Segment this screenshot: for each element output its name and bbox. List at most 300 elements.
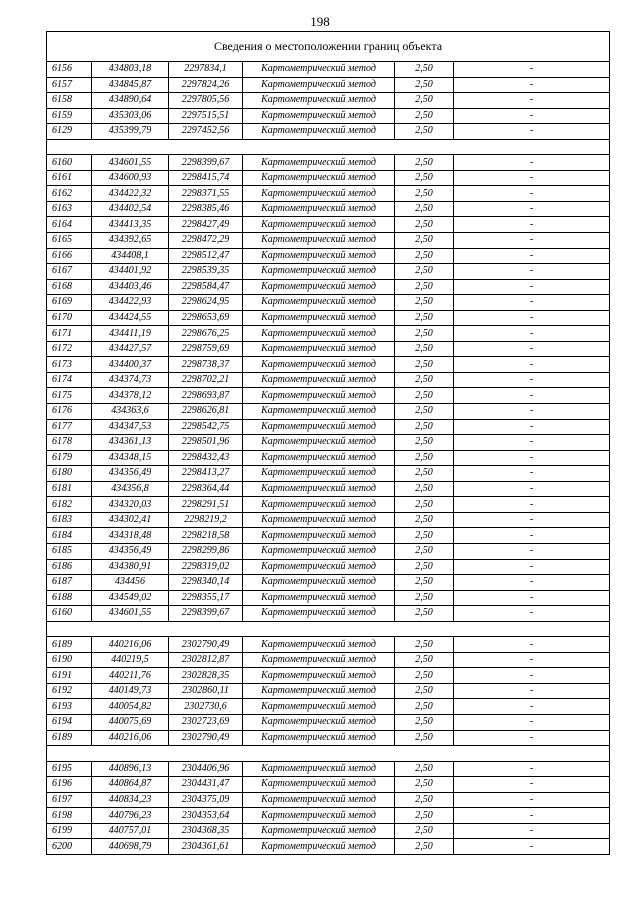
x-coordinate-cell: 440864,87 (92, 777, 169, 793)
table-row (47, 388, 610, 404)
x-coordinate-cell: 440075,69 (92, 714, 169, 730)
group-separator-row (47, 621, 610, 637)
point-number-cell: 6171 (47, 326, 92, 342)
y-coordinate-cell: 2298355,17 (169, 590, 243, 606)
accuracy-cell: 2,50 (395, 357, 454, 373)
point-number-cell: 6199 (47, 823, 92, 839)
group-separator-row (47, 746, 610, 762)
y-coordinate-cell: 2298542,75 (169, 419, 243, 435)
y-coordinate-cell: 2298385,46 (169, 201, 243, 217)
accuracy-cell: 2,50 (395, 264, 454, 280)
accuracy-cell: 2,50 (395, 606, 454, 622)
x-coordinate-cell: 434356,8 (92, 481, 169, 497)
y-coordinate-cell: 2298291,51 (169, 497, 243, 513)
table-row (47, 124, 610, 140)
x-coordinate-cell: 434424,55 (92, 310, 169, 326)
description-cell: - (454, 559, 610, 575)
method-cell: Картометрический метод (243, 466, 395, 482)
x-coordinate-cell: 434456 (92, 575, 169, 591)
x-coordinate-cell: 440216,06 (92, 637, 169, 653)
description-cell: - (454, 77, 610, 93)
method-cell: Картометрический метод (243, 792, 395, 808)
table-row (47, 761, 610, 777)
y-coordinate-cell: 2298399,67 (169, 606, 243, 622)
accuracy-cell: 2,50 (395, 652, 454, 668)
table-row (47, 248, 610, 264)
method-cell: Картометрический метод (243, 279, 395, 295)
table-row (47, 668, 610, 684)
y-coordinate-cell: 2302730,6 (169, 699, 243, 715)
table-row (47, 528, 610, 544)
y-coordinate-cell: 2304375,09 (169, 792, 243, 808)
description-cell: - (454, 124, 610, 140)
description-cell: - (454, 652, 610, 668)
point-number-cell: 6162 (47, 186, 92, 202)
description-cell: - (454, 575, 610, 591)
description-cell: - (454, 792, 610, 808)
method-cell: Картометрический метод (243, 652, 395, 668)
method-cell: Картометрический метод (243, 155, 395, 171)
y-coordinate-cell: 2297824,26 (169, 77, 243, 93)
point-number-cell: 6158 (47, 93, 92, 109)
point-number-cell: 6188 (47, 590, 92, 606)
description-cell: - (454, 357, 610, 373)
x-coordinate-cell: 434890,64 (92, 93, 169, 109)
x-coordinate-cell: 434320,03 (92, 497, 169, 513)
description-cell: - (454, 233, 610, 249)
x-coordinate-cell: 440216,06 (92, 730, 169, 746)
table-row (47, 730, 610, 746)
x-coordinate-cell: 440698,79 (92, 839, 169, 855)
method-cell: Картометрический метод (243, 357, 395, 373)
description-cell: - (454, 466, 610, 482)
description-cell: - (454, 512, 610, 528)
table-row (47, 155, 610, 171)
point-number-cell: 6159 (47, 108, 92, 124)
description-cell: - (454, 808, 610, 824)
y-coordinate-cell: 2298512,47 (169, 248, 243, 264)
method-cell: Картометрический метод (243, 699, 395, 715)
description-cell: - (454, 310, 610, 326)
accuracy-cell: 2,50 (395, 497, 454, 513)
description-cell: - (454, 93, 610, 109)
y-coordinate-cell: 2304361,61 (169, 839, 243, 855)
point-number-cell: 6173 (47, 357, 92, 373)
description-cell: - (454, 606, 610, 622)
y-coordinate-cell: 2298759,69 (169, 341, 243, 357)
method-cell: Картометрический метод (243, 62, 395, 78)
description-cell: - (454, 170, 610, 186)
description-cell: - (454, 637, 610, 653)
method-cell: Картометрический метод (243, 435, 395, 451)
table-row (47, 201, 610, 217)
description-cell: - (454, 155, 610, 171)
accuracy-cell: 2,50 (395, 435, 454, 451)
description-cell: - (454, 372, 610, 388)
y-coordinate-cell: 2298427,49 (169, 217, 243, 233)
accuracy-cell: 2,50 (395, 559, 454, 575)
point-number-cell: 6168 (47, 279, 92, 295)
accuracy-cell: 2,50 (395, 155, 454, 171)
y-coordinate-cell: 2297834,1 (169, 62, 243, 78)
x-coordinate-cell: 434380,91 (92, 559, 169, 575)
point-number-cell: 6192 (47, 683, 92, 699)
x-coordinate-cell: 434378,12 (92, 388, 169, 404)
x-coordinate-cell: 440834,23 (92, 792, 169, 808)
method-cell: Картометрический метод (243, 761, 395, 777)
accuracy-cell: 2,50 (395, 450, 454, 466)
x-coordinate-cell: 434374,73 (92, 372, 169, 388)
description-cell: - (454, 481, 610, 497)
accuracy-cell: 2,50 (395, 233, 454, 249)
y-coordinate-cell: 2297805,56 (169, 93, 243, 109)
accuracy-cell: 2,50 (395, 683, 454, 699)
accuracy-cell: 2,50 (395, 93, 454, 109)
table-row (47, 93, 610, 109)
description-cell: - (454, 543, 610, 559)
description-cell: - (454, 404, 610, 420)
table-row (47, 777, 610, 793)
method-cell: Картометрический метод (243, 201, 395, 217)
table-row (47, 606, 610, 622)
point-number-cell: 6182 (47, 497, 92, 513)
table-row (47, 543, 610, 559)
method-cell: Картометрический метод (243, 93, 395, 109)
method-cell: Картометрический метод (243, 637, 395, 653)
description-cell: - (454, 217, 610, 233)
accuracy-cell: 2,50 (395, 108, 454, 124)
y-coordinate-cell: 2298432,43 (169, 450, 243, 466)
table-row (47, 590, 610, 606)
x-coordinate-cell: 434549,02 (92, 590, 169, 606)
accuracy-cell: 2,50 (395, 714, 454, 730)
x-coordinate-cell: 434413,35 (92, 217, 169, 233)
x-coordinate-cell: 434601,55 (92, 606, 169, 622)
y-coordinate-cell: 2298340,14 (169, 575, 243, 591)
point-number-cell: 6191 (47, 668, 92, 684)
table-row (47, 823, 610, 839)
point-number-cell: 6181 (47, 481, 92, 497)
table-row (47, 575, 610, 591)
method-cell: Картометрический метод (243, 808, 395, 824)
point-number-cell: 6164 (47, 217, 92, 233)
point-number-cell: 6193 (47, 699, 92, 715)
description-cell: - (454, 668, 610, 684)
y-coordinate-cell: 2298219,2 (169, 512, 243, 528)
y-coordinate-cell: 2298364,44 (169, 481, 243, 497)
x-coordinate-cell: 434363,6 (92, 404, 169, 420)
accuracy-cell: 2,50 (395, 77, 454, 93)
table-row (47, 186, 610, 202)
table-row (47, 62, 610, 78)
point-number-cell: 6190 (47, 652, 92, 668)
point-number-cell: 6178 (47, 435, 92, 451)
table-row (47, 512, 610, 528)
table-row (47, 714, 610, 730)
method-cell: Картометрический метод (243, 248, 395, 264)
method-cell: Картометрический метод (243, 233, 395, 249)
accuracy-cell: 2,50 (395, 372, 454, 388)
accuracy-cell: 2,50 (395, 326, 454, 342)
method-cell: Картометрический метод (243, 341, 395, 357)
point-number-cell: 6185 (47, 543, 92, 559)
method-cell: Картометрический метод (243, 217, 395, 233)
y-coordinate-cell: 2298371,55 (169, 186, 243, 202)
point-number-cell: 6161 (47, 170, 92, 186)
y-coordinate-cell: 2298319,02 (169, 559, 243, 575)
method-cell: Картометрический метод (243, 404, 395, 420)
accuracy-cell: 2,50 (395, 528, 454, 544)
y-coordinate-cell: 2298539,35 (169, 264, 243, 280)
y-coordinate-cell: 2298693,87 (169, 388, 243, 404)
description-cell: - (454, 295, 610, 311)
x-coordinate-cell: 440219,5 (92, 652, 169, 668)
accuracy-cell: 2,50 (395, 466, 454, 482)
table-title-row (47, 32, 610, 62)
point-number-cell: 6170 (47, 310, 92, 326)
accuracy-cell: 2,50 (395, 777, 454, 793)
x-coordinate-cell: 434348,15 (92, 450, 169, 466)
x-coordinate-cell: 434400,37 (92, 357, 169, 373)
description-cell: - (454, 730, 610, 746)
x-coordinate-cell: 440796,23 (92, 808, 169, 824)
x-coordinate-cell: 434411,19 (92, 326, 169, 342)
accuracy-cell: 2,50 (395, 699, 454, 715)
accuracy-cell: 2,50 (395, 792, 454, 808)
method-cell: Картометрический метод (243, 668, 395, 684)
table-row (47, 233, 610, 249)
method-cell: Картометрический метод (243, 295, 395, 311)
method-cell: Картометрический метод (243, 310, 395, 326)
description-cell: - (454, 590, 610, 606)
description-cell: - (454, 62, 610, 78)
y-coordinate-cell: 2304368,35 (169, 823, 243, 839)
y-coordinate-cell: 2298299,86 (169, 543, 243, 559)
point-number-cell: 6166 (47, 248, 92, 264)
table-row (47, 372, 610, 388)
table-row (47, 559, 610, 575)
accuracy-cell: 2,50 (395, 248, 454, 264)
x-coordinate-cell: 440896,13 (92, 761, 169, 777)
y-coordinate-cell: 2302790,49 (169, 637, 243, 653)
x-coordinate-cell: 434392,65 (92, 233, 169, 249)
point-number-cell: 6174 (47, 372, 92, 388)
description-cell: - (454, 279, 610, 295)
y-coordinate-cell: 2298624,95 (169, 295, 243, 311)
point-number-cell: 6156 (47, 62, 92, 78)
point-number-cell: 6195 (47, 761, 92, 777)
table-row (47, 466, 610, 482)
accuracy-cell: 2,50 (395, 543, 454, 559)
y-coordinate-cell: 2298702,21 (169, 372, 243, 388)
x-coordinate-cell: 434427,57 (92, 341, 169, 357)
x-coordinate-cell: 434356,49 (92, 543, 169, 559)
description-cell: - (454, 186, 610, 202)
method-cell: Картометрический метод (243, 481, 395, 497)
table-row (47, 497, 610, 513)
point-number-cell: 6129 (47, 124, 92, 140)
point-number-cell: 6186 (47, 559, 92, 575)
x-coordinate-cell: 434803,18 (92, 62, 169, 78)
accuracy-cell: 2,50 (395, 295, 454, 311)
description-cell: - (454, 435, 610, 451)
method-cell: Картометрический метод (243, 606, 395, 622)
accuracy-cell: 2,50 (395, 341, 454, 357)
table-row (47, 404, 610, 420)
table-row (47, 279, 610, 295)
separator-cell (47, 746, 610, 762)
accuracy-cell: 2,50 (395, 62, 454, 78)
accuracy-cell: 2,50 (395, 217, 454, 233)
point-number-cell: 6165 (47, 233, 92, 249)
x-coordinate-cell: 435303,06 (92, 108, 169, 124)
table-row (47, 326, 610, 342)
method-cell: Картометрический метод (243, 714, 395, 730)
y-coordinate-cell: 2297515,51 (169, 108, 243, 124)
accuracy-cell: 2,50 (395, 637, 454, 653)
accuracy-cell: 2,50 (395, 575, 454, 591)
accuracy-cell: 2,50 (395, 388, 454, 404)
point-number-cell: 6179 (47, 450, 92, 466)
x-coordinate-cell: 434356,49 (92, 466, 169, 482)
description-cell: - (454, 839, 610, 855)
y-coordinate-cell: 2298676,25 (169, 326, 243, 342)
point-number-cell: 6169 (47, 295, 92, 311)
point-number-cell: 6183 (47, 512, 92, 528)
table-row (47, 341, 610, 357)
point-number-cell: 6187 (47, 575, 92, 591)
table-row (47, 481, 610, 497)
point-number-cell: 6180 (47, 466, 92, 482)
table-row (47, 77, 610, 93)
table-row (47, 792, 610, 808)
method-cell: Картометрический метод (243, 77, 395, 93)
page-number: 198 (310, 14, 330, 29)
table-row (47, 357, 610, 373)
accuracy-cell: 2,50 (395, 279, 454, 295)
method-cell: Картометрический метод (243, 777, 395, 793)
point-number-cell: 6194 (47, 714, 92, 730)
y-coordinate-cell: 2304353,64 (169, 808, 243, 824)
y-coordinate-cell: 2302790,49 (169, 730, 243, 746)
table-row (47, 435, 610, 451)
x-coordinate-cell: 434600,93 (92, 170, 169, 186)
y-coordinate-cell: 2298472,29 (169, 233, 243, 249)
description-cell: - (454, 528, 610, 544)
y-coordinate-cell: 2298626,81 (169, 404, 243, 420)
description-cell: - (454, 777, 610, 793)
method-cell: Картометрический метод (243, 839, 395, 855)
table-row (47, 839, 610, 855)
x-coordinate-cell: 440211,76 (92, 668, 169, 684)
y-coordinate-cell: 2298501,96 (169, 435, 243, 451)
point-number-cell: 6200 (47, 839, 92, 855)
y-coordinate-cell: 2298738,37 (169, 357, 243, 373)
x-coordinate-cell: 434347,53 (92, 419, 169, 435)
point-number-cell: 6196 (47, 777, 92, 793)
y-coordinate-cell: 2302812,87 (169, 652, 243, 668)
accuracy-cell: 2,50 (395, 839, 454, 855)
x-coordinate-cell: 434422,32 (92, 186, 169, 202)
method-cell: Картометрический метод (243, 108, 395, 124)
boundary-table (46, 31, 610, 855)
y-coordinate-cell: 2298399,67 (169, 155, 243, 171)
x-coordinate-cell: 435399,79 (92, 124, 169, 140)
accuracy-cell: 2,50 (395, 481, 454, 497)
method-cell: Картометрический метод (243, 559, 395, 575)
description-cell: - (454, 450, 610, 466)
method-cell: Картометрический метод (243, 372, 395, 388)
x-coordinate-cell: 434402,54 (92, 201, 169, 217)
x-coordinate-cell: 434403,46 (92, 279, 169, 295)
accuracy-cell: 2,50 (395, 124, 454, 140)
table-title: Сведения о местоположении границ объекта (47, 32, 610, 62)
description-cell: - (454, 497, 610, 513)
method-cell: Картометрический метод (243, 590, 395, 606)
x-coordinate-cell: 440757,01 (92, 823, 169, 839)
table-row (47, 310, 610, 326)
y-coordinate-cell: 2304406,96 (169, 761, 243, 777)
table-row (47, 637, 610, 653)
method-cell: Картометрический метод (243, 124, 395, 140)
point-number-cell: 6189 (47, 730, 92, 746)
method-cell: Картометрический метод (243, 528, 395, 544)
point-number-cell: 6177 (47, 419, 92, 435)
table-row (47, 217, 610, 233)
description-cell: - (454, 326, 610, 342)
table-row (47, 264, 610, 280)
y-coordinate-cell: 2298653,69 (169, 310, 243, 326)
description-cell: - (454, 108, 610, 124)
table-row (47, 652, 610, 668)
y-coordinate-cell: 2298415,74 (169, 170, 243, 186)
accuracy-cell: 2,50 (395, 404, 454, 420)
x-coordinate-cell: 434422,93 (92, 295, 169, 311)
method-cell: Картометрический метод (243, 170, 395, 186)
point-number-cell: 6184 (47, 528, 92, 544)
y-coordinate-cell: 2297452,56 (169, 124, 243, 140)
method-cell: Картометрический метод (243, 543, 395, 559)
y-coordinate-cell: 2302860,11 (169, 683, 243, 699)
accuracy-cell: 2,50 (395, 186, 454, 202)
x-coordinate-cell: 434361,13 (92, 435, 169, 451)
method-cell: Картометрический метод (243, 419, 395, 435)
description-cell: - (454, 699, 610, 715)
y-coordinate-cell: 2298584,47 (169, 279, 243, 295)
accuracy-cell: 2,50 (395, 730, 454, 746)
separator-cell (47, 621, 610, 637)
accuracy-cell: 2,50 (395, 761, 454, 777)
y-coordinate-cell: 2298218,58 (169, 528, 243, 544)
accuracy-cell: 2,50 (395, 170, 454, 186)
description-cell: - (454, 264, 610, 280)
method-cell: Картометрический метод (243, 497, 395, 513)
y-coordinate-cell: 2298413,27 (169, 466, 243, 482)
accuracy-cell: 2,50 (395, 823, 454, 839)
accuracy-cell: 2,50 (395, 590, 454, 606)
x-coordinate-cell: 440149,73 (92, 683, 169, 699)
y-coordinate-cell: 2304431,47 (169, 777, 243, 793)
separator-cell (47, 139, 610, 155)
point-number-cell: 6167 (47, 264, 92, 280)
table-row (47, 699, 610, 715)
description-cell: - (454, 714, 610, 730)
point-number-cell: 6172 (47, 341, 92, 357)
description-cell: - (454, 823, 610, 839)
method-cell: Картометрический метод (243, 823, 395, 839)
method-cell: Картометрический метод (243, 575, 395, 591)
y-coordinate-cell: 2302723,69 (169, 714, 243, 730)
